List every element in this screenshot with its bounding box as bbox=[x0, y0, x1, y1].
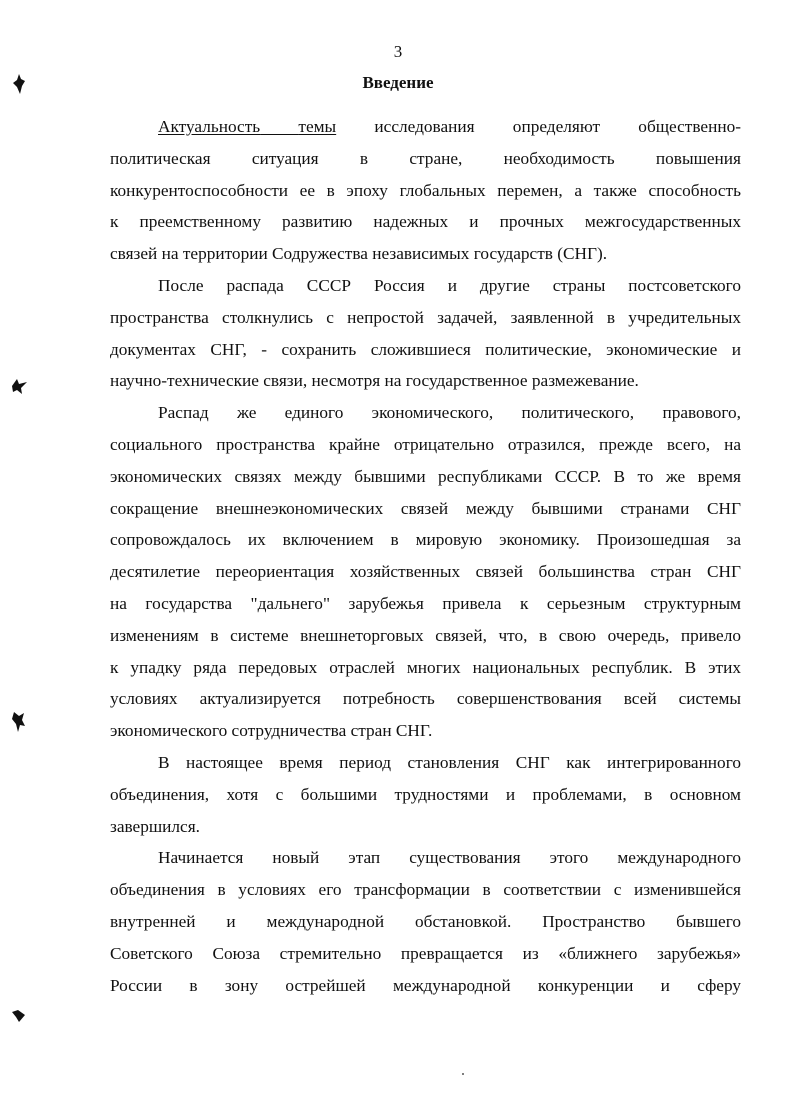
underlined-word: Актуальность bbox=[158, 117, 261, 136]
text-line: Советского Союза стремительно превращается из «ближнего зарубежья» bbox=[110, 943, 741, 963]
text-line: экономического сотрудничества стран СНГ. bbox=[110, 721, 433, 741]
text-line: завершился. bbox=[110, 816, 200, 836]
text-line: объединения в условиях его трансформации в соответствии с изменившейся bbox=[110, 880, 741, 900]
text-line: политическая ситуация в стране, необходимость повышения bbox=[110, 148, 741, 168]
text-line: В настоящее время период становления СНГ как интегрированного bbox=[158, 752, 741, 772]
text-line: изменениям в системе внешнеторговых связей, что, в свою очередь, привело bbox=[110, 625, 741, 645]
paragraph-new-stage bbox=[110, 847, 741, 1006]
text-line: объединения, хотя с большими трудностями и проблемами, в основном bbox=[110, 784, 741, 804]
paragraph-relevance bbox=[110, 116, 741, 275]
text-line: к упадку ряда передовых отраслей многих национальных республик. В этих bbox=[110, 657, 741, 677]
text-line: После распада СССР Россия и другие страны постсоветского bbox=[158, 275, 741, 295]
text-line: условиях актуализируется потребность совершенствования всей системы bbox=[110, 689, 741, 709]
text-line: сопровождалось их включением в мировую экономику. Произошедшая за bbox=[110, 530, 741, 550]
text-line: сокращение внешнеэкономических связей между бывшими странами СНГ bbox=[110, 498, 741, 518]
page-number: 3 bbox=[393, 42, 403, 61]
text-line: научно-технические связи, несмотря на государственное размежевание. bbox=[110, 371, 639, 391]
body-text bbox=[110, 116, 741, 1006]
text-line: пространства столкнулись с непростой задачей, заявленной в учредительных bbox=[110, 307, 741, 327]
scan-mark-middle-icon bbox=[10, 378, 30, 400]
paragraph-ussr-collapse bbox=[110, 275, 741, 402]
text-line: десятилетие переориентация хозяйственных связей большинства стран СНГ bbox=[110, 562, 741, 582]
text-line: Распад же единого экономического, политического, правового, bbox=[158, 403, 741, 423]
text-line: Начинается новый этап существования этого международного bbox=[158, 848, 741, 868]
text-line: внутренней и международной обстановкой. Пространство бывшего bbox=[110, 911, 741, 931]
paragraph-economic-space bbox=[110, 402, 741, 752]
text-line: документах СНГ, - сохранить сложившиеся политические, экономические и bbox=[110, 339, 741, 359]
paragraph-present-time bbox=[110, 752, 741, 847]
text-line: Актуальность темы исследования определяют общественно- bbox=[158, 117, 741, 136]
text-line: связей на территории Содружества независимых государств (СНГ). bbox=[110, 244, 608, 264]
page-title: Введение bbox=[362, 73, 434, 92]
underlined-word: темы bbox=[298, 117, 337, 136]
text-line: России в зону острейшей международной конкуренции и сферу bbox=[110, 975, 741, 995]
text-line: конкурентоспособности ее в эпоху глобальных перемен, а также способность bbox=[110, 180, 741, 200]
text-line: на государства "дальнего" зарубежья привела к серьезным структурным bbox=[110, 593, 741, 613]
text-line: к преемственному развитию надежных и прочных межгосударственных bbox=[110, 212, 741, 232]
scan-mark-top-icon bbox=[12, 74, 32, 96]
scan-mark-bottom-icon bbox=[12, 1010, 32, 1032]
scan-mark-lower-icon bbox=[12, 712, 32, 734]
text-line: экономических связях между бывшими республиками СССР. В то же время bbox=[110, 466, 741, 486]
scan-speck bbox=[462, 1073, 464, 1075]
text-line: социального пространства крайне отрицательно отразился, прежде всего, на bbox=[110, 434, 741, 454]
